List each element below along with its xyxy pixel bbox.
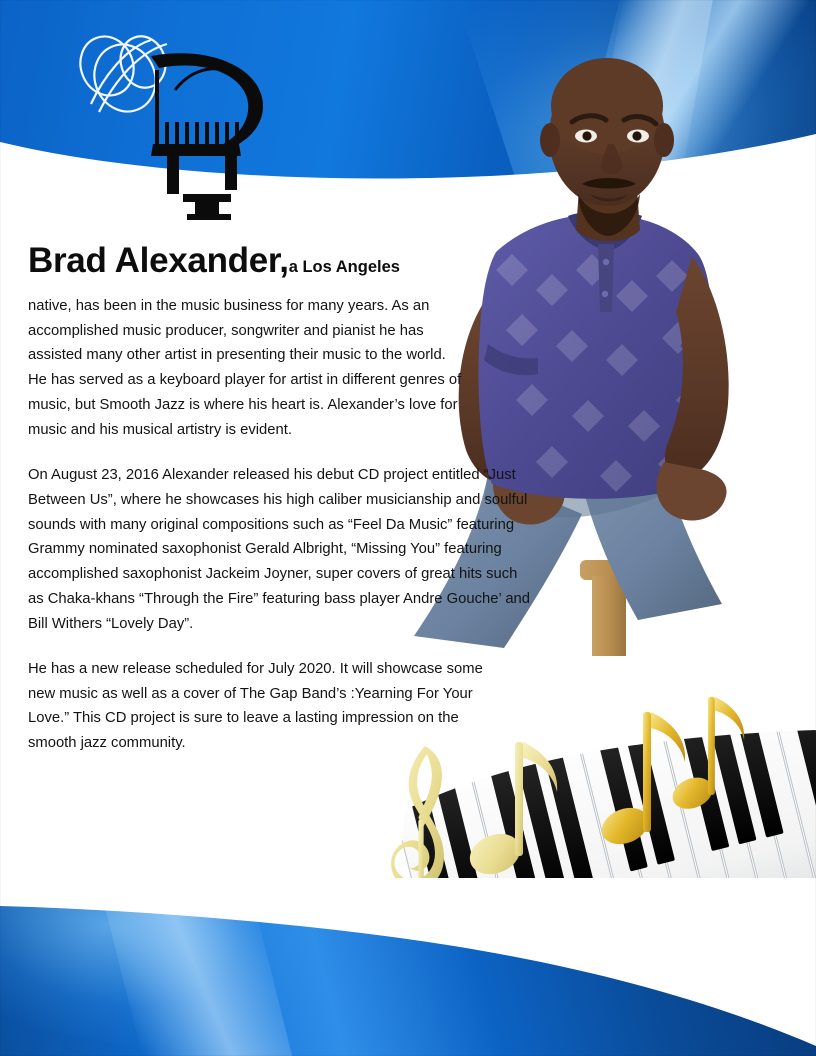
artist-name-suffix: a Los Angeles <box>288 258 400 276</box>
paragraph-2: On August 23, 2016 Alexander released his debut CD project entitled “Just Between Us”, where he showcases his high caliber musicianship and soulful sounds with many original compositions such as “Feel Da Music” featuring Grammy nominated saxophonist Gerald Albright, “Missing You” featuring accomplished saxophonist Jackeim Joyner, super covers of great hits such as Chaka-khans “Through the Fire” featuring bass player Andre Gouche’ and Bill Withers “Lovely Day”. <box>28 466 531 632</box>
bottom-banner-curve-shape <box>0 878 816 1046</box>
page-title <box>28 243 548 280</box>
paragraph-1: native, has been in the music business for many years. As an accomplished music producer, songwriter and pianist he has assisted many other artist in presenting their music to the world. He has served as a keyboard player for artist in different genres of music, but Smooth Jazz is where his heart is. Alexander’s love for music and his musical artistry is evident. <box>28 297 462 438</box>
bottom-blue-banner <box>0 878 816 1056</box>
paragraph-3: He has a new release scheduled for July 2020. It will showcase some new music as well as a cover of The Gap Band’s :Yearning For Your Love.” This CD project is sure to leave a lasting impression on the smooth jazz community. <box>28 660 483 752</box>
grand-piano-monogram-logo <box>55 18 295 228</box>
artist-name: Brad Alexander, <box>28 241 289 280</box>
